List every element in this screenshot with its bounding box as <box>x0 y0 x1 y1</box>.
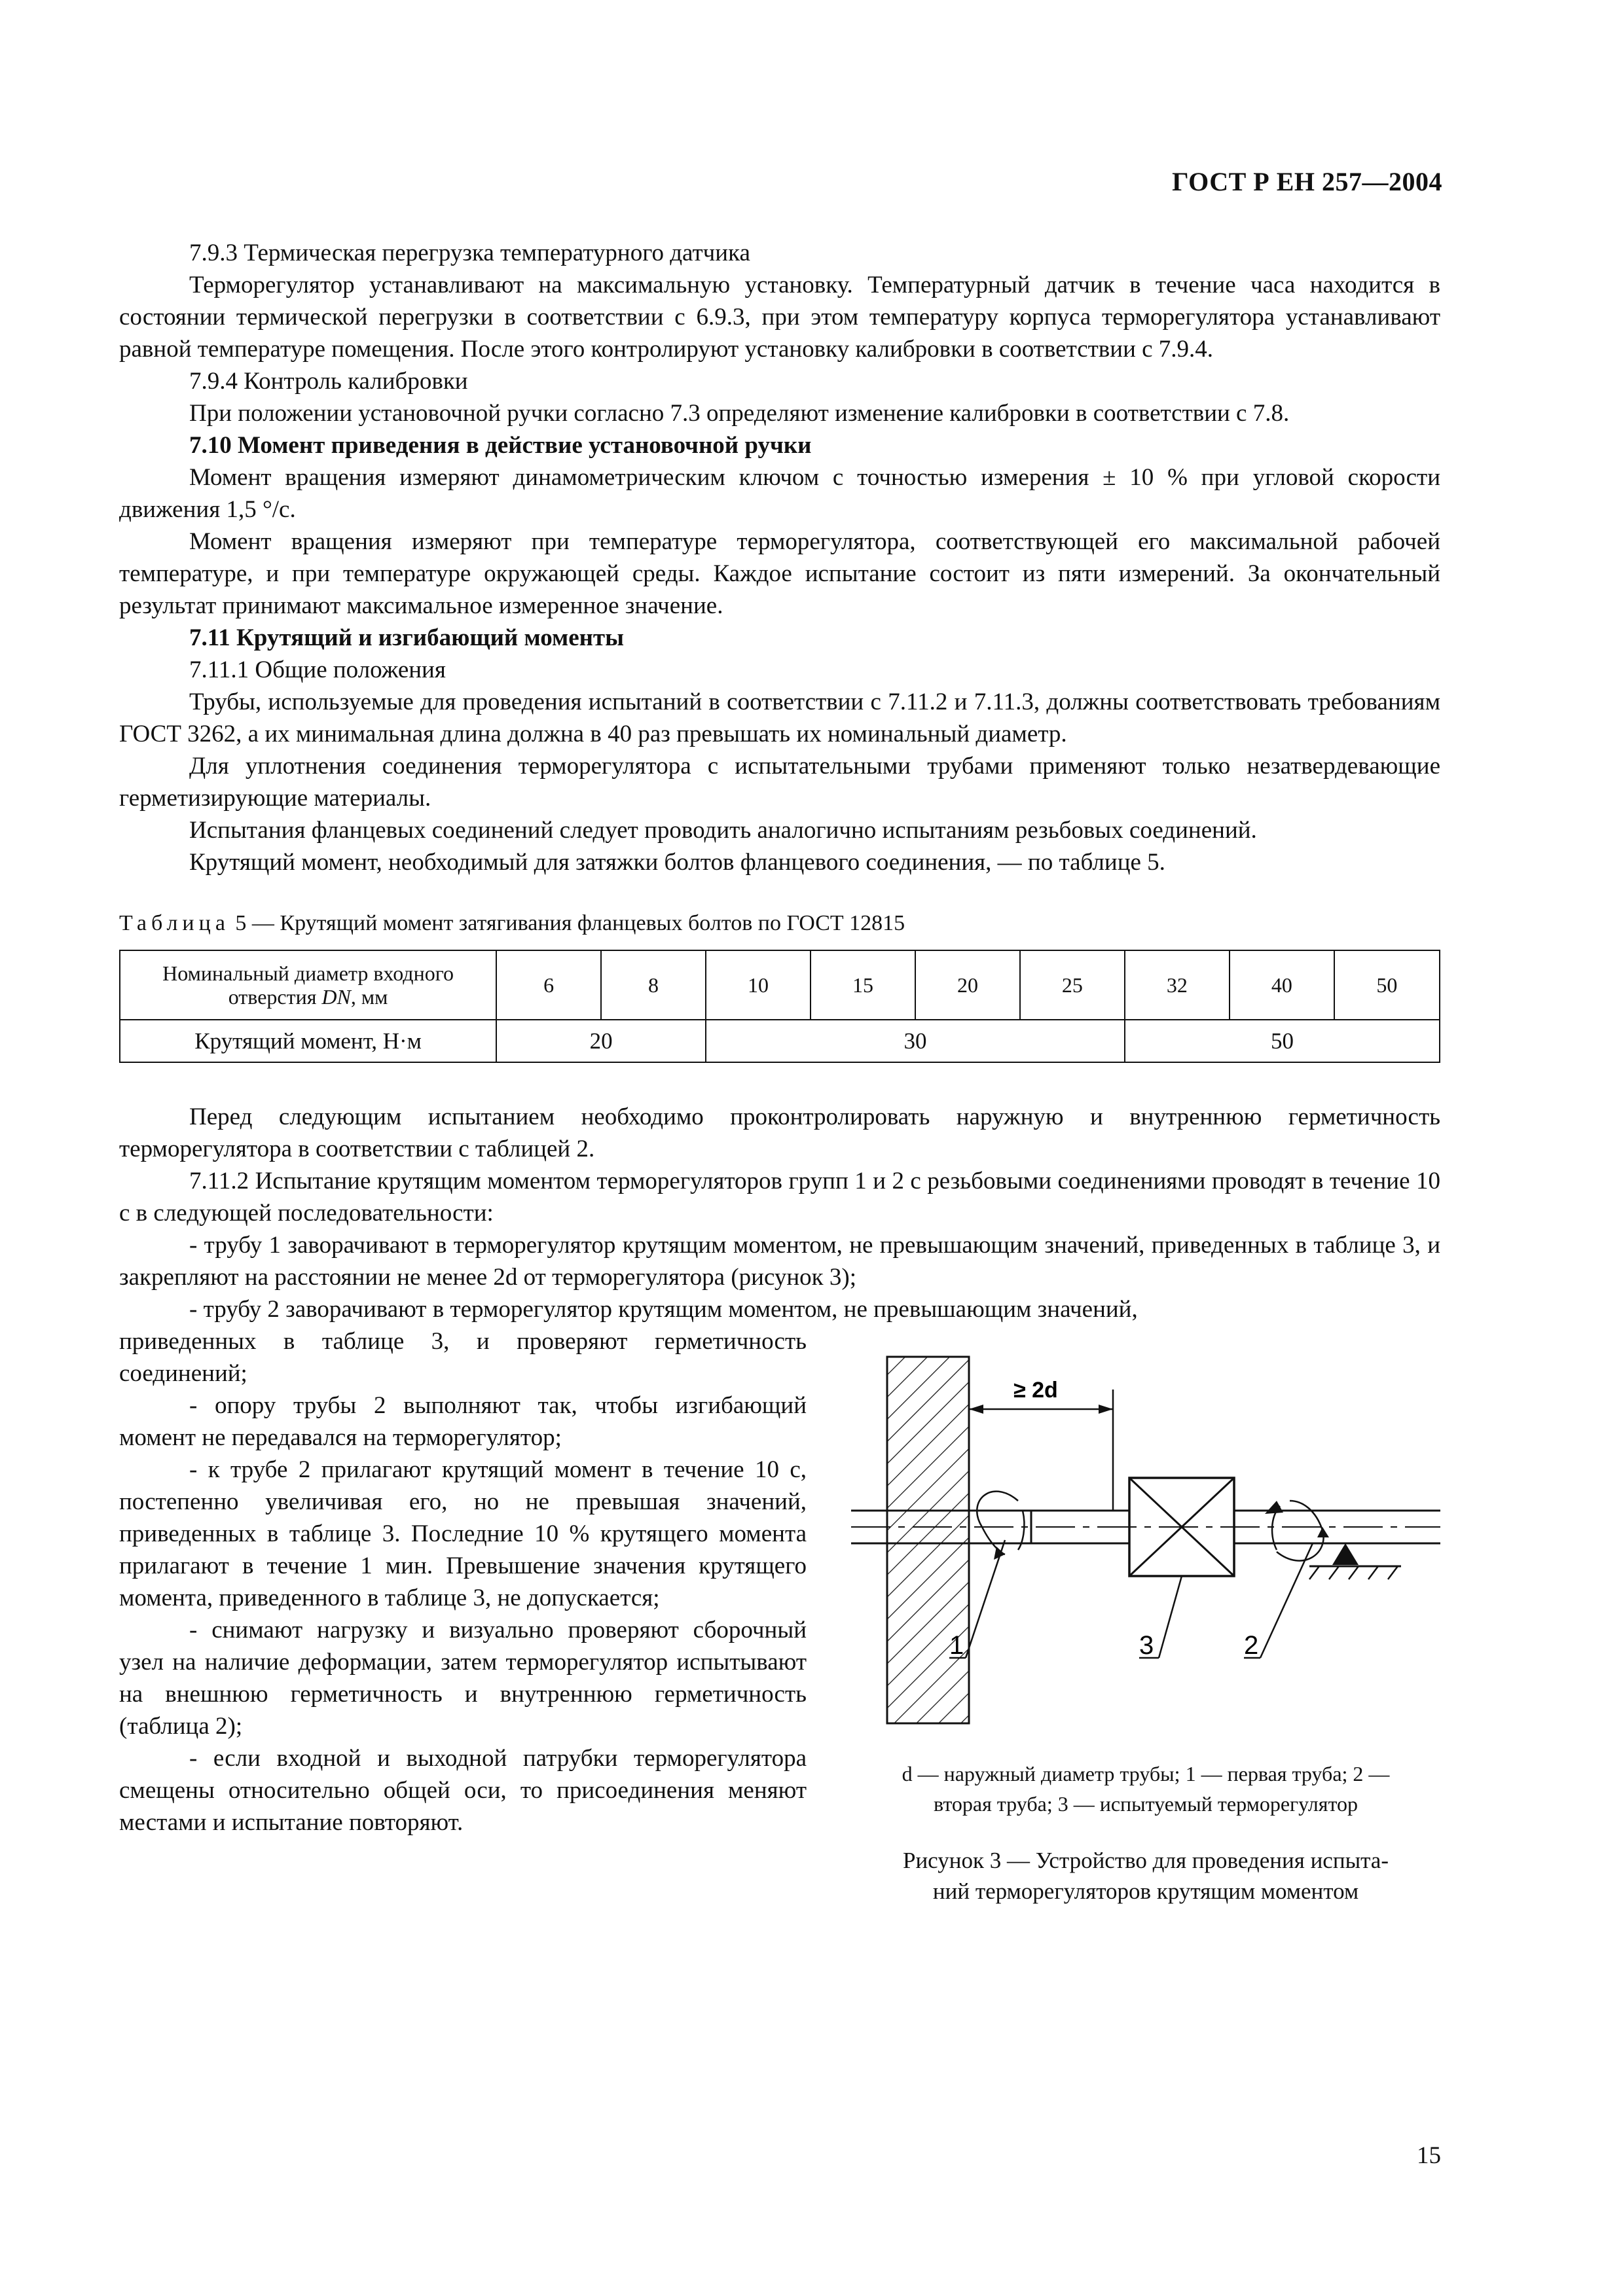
label-pipe-1: 1 <box>949 1631 964 1660</box>
table-cell-dn: 32 <box>1125 950 1230 1020</box>
document-body <box>119 237 1440 1907</box>
paragraph: 7.11.1 Общие положения <box>189 656 446 683</box>
paragraph: Момент вращения измеряют динамометрическим ключом с точностью измерения ± 10 % при угловой скорости движения 1,5 °/с. <box>119 464 1440 523</box>
paragraph: Трубы, используемые для проведения испытаний в соответствии с 7.11.2 и 7.11.3, должны соответствовать требованиям ГОСТ 3262, а их минимальная длина должна в 40 раз превышать их номинальный диаметр. <box>119 689 1440 747</box>
paragraph: 7.9.3 Термическая перегрузка температурного датчика <box>189 240 750 266</box>
table-cell-dn: 15 <box>811 950 915 1020</box>
table-5 <box>119 950 1440 1063</box>
wall-hatched <box>887 1357 969 1723</box>
table-cell-torque: 50 <box>1125 1020 1440 1062</box>
table-cell-torque: 30 <box>706 1020 1125 1062</box>
paragraph: Момент вращения измеряют при температуре терморегулятора, соответствующей его максимальной рабочей температуре, и при температуре окружающей среды. Каждое испытание состоит из пяти измерений. За окончательный результат принимают максимальное измеренное значение. <box>119 528 1440 619</box>
paragraph: 7.11.2 Испытание крутящим моментом терморегуляторов групп 1 и 2 с резьбовыми соединениями проводят в течение 10 с в следующей последовательности: <box>119 1168 1440 1227</box>
table-caption-text: 5 — Крутящий момент затягивания фланцевых болтов по ГОСТ 12815 <box>229 911 905 935</box>
middle-paragraphs <box>119 1101 1440 1325</box>
paragraph: приведенных в таблице 3, и проверяют герметичность соединений; <box>119 1328 807 1387</box>
table-header-torque: Крутящий момент, Н·м <box>120 1020 496 1062</box>
pipe-support <box>1332 1543 1359 1565</box>
paragraph: - если входной и выходной патрубки терморегулятора смещены относительно общей оси, то присоединения меняют местами и испытание повторяют. <box>119 1745 807 1836</box>
table-cell-dn: 40 <box>1230 950 1334 1020</box>
label-thermoregulator-3: 3 <box>1139 1631 1154 1660</box>
table-cell-dn: 8 <box>601 950 706 1020</box>
paragraph: Терморегулятор устанавливают на максимальную установку. Температурный датчик в течение часа находится в состоянии термической перегрузки в соответствии с 6.9.3, при этом температуру корпуса терморегулятора устанавливают равной температуре помещения. После этого контролируют установку калибровки в соответствии с 7.9.4. <box>119 272 1440 363</box>
table-caption-prefix: Таблица <box>119 911 230 935</box>
table-row-torque <box>120 1020 1440 1062</box>
paragraph: Испытания фланцевых соединений следует проводить аналогично испытаниям резьбовых соединений. <box>189 817 1257 844</box>
figure-3-caption: Рисунок 3 — Устройство для проведения испыта- ний терморегуляторов крутящим моментом <box>902 1848 1389 1904</box>
table-cell-torque: 20 <box>496 1020 706 1062</box>
paragraph: - опору трубы 2 выполняют так, чтобы изгибающий момент не передавался на терморегулятор; <box>119 1392 807 1451</box>
paragraph: - трубу 2 заворачивают в терморегулятор крутящим моментом, не превышающим значений, <box>189 1296 1138 1323</box>
figure-3-drawing <box>851 1344 1440 1736</box>
table-cell-dn: 20 <box>915 950 1020 1020</box>
paragraph: Крутящий момент, необходимый для затяжки болтов фланцевого соединения, — по таблице 5. <box>189 849 1165 876</box>
figure-3 <box>851 1325 1440 1907</box>
dimension-label: ≥ 2d <box>1013 1378 1058 1403</box>
table-cell-dn: 6 <box>496 950 601 1020</box>
table-cell-dn: 10 <box>706 950 811 1020</box>
paragraph: - снимают нагрузку и визуально проверяют сборочный узел на наличие деформации, затем терморегулятор испытывают на внешнюю герметичность и внутреннюю герметичность (таблица 2); <box>119 1617 807 1740</box>
paragraph: При положении установочной ручки согласно 7.3 определяют изменение калибровки в соответствии с 7.8. <box>189 400 1290 427</box>
table-5-caption <box>119 907 1440 939</box>
section-heading: 7.11 Крутящий и изгибающий моменты <box>189 624 624 651</box>
rotation-arrow-1 <box>977 1492 1018 1554</box>
top-paragraphs <box>119 237 1440 878</box>
document-header: ГОСТ Р ЕН 257—2004 <box>1172 167 1442 196</box>
paragraph: - к трубе 2 прилагают крутящий момент в течение 10 с, постепенно увеличивая его, но не превышая значений, приведенных в таблице 3. Последние 10 % крутящего момента прилагают в течение 1 мин. Превышение значения крутящего момента, приведенного в таблице 3, не допускается; <box>119 1456 807 1611</box>
table-row-dn <box>120 950 1440 1020</box>
page-number: 15 <box>1417 2142 1441 2169</box>
label-pipe-2: 2 <box>1244 1631 1259 1660</box>
table-cell-dn: 50 <box>1334 950 1440 1020</box>
two-column-section <box>119 1325 1440 1907</box>
left-column-paragraphs <box>119 1325 807 1907</box>
paragraph: 7.9.4 Контроль калибровки <box>189 368 468 395</box>
table-header-dn: Номинальный диаметр входного отверстия DN, мм <box>120 950 496 1020</box>
figure-3-legend: d — наружный диаметр трубы; 1 — первая труба; 2 — вторая труба; 3 — испытуемый терморегулятор <box>902 1762 1390 1816</box>
section-heading: 7.10 Момент приведения в действие установочной ручки <box>189 432 812 459</box>
paragraph: - трубу 1 заворачивают в терморегулятор крутящим моментом, не превышающим значений, приведенных в таблице 3, и закрепляют на расстоянии не менее 2d от терморегулятора (рисунок 3); <box>119 1232 1440 1291</box>
table-cell-dn: 25 <box>1020 950 1125 1020</box>
paragraph: Перед следующим испытанием необходимо проконтролировать наружную и внутреннюю герметичность терморегулятора в соответствии с таблицей 2. <box>119 1103 1440 1162</box>
paragraph: Для уплотнения соединения терморегулятора с испытательными трубами применяют только незатвердевающие герметизирующие материалы. <box>119 753 1440 812</box>
